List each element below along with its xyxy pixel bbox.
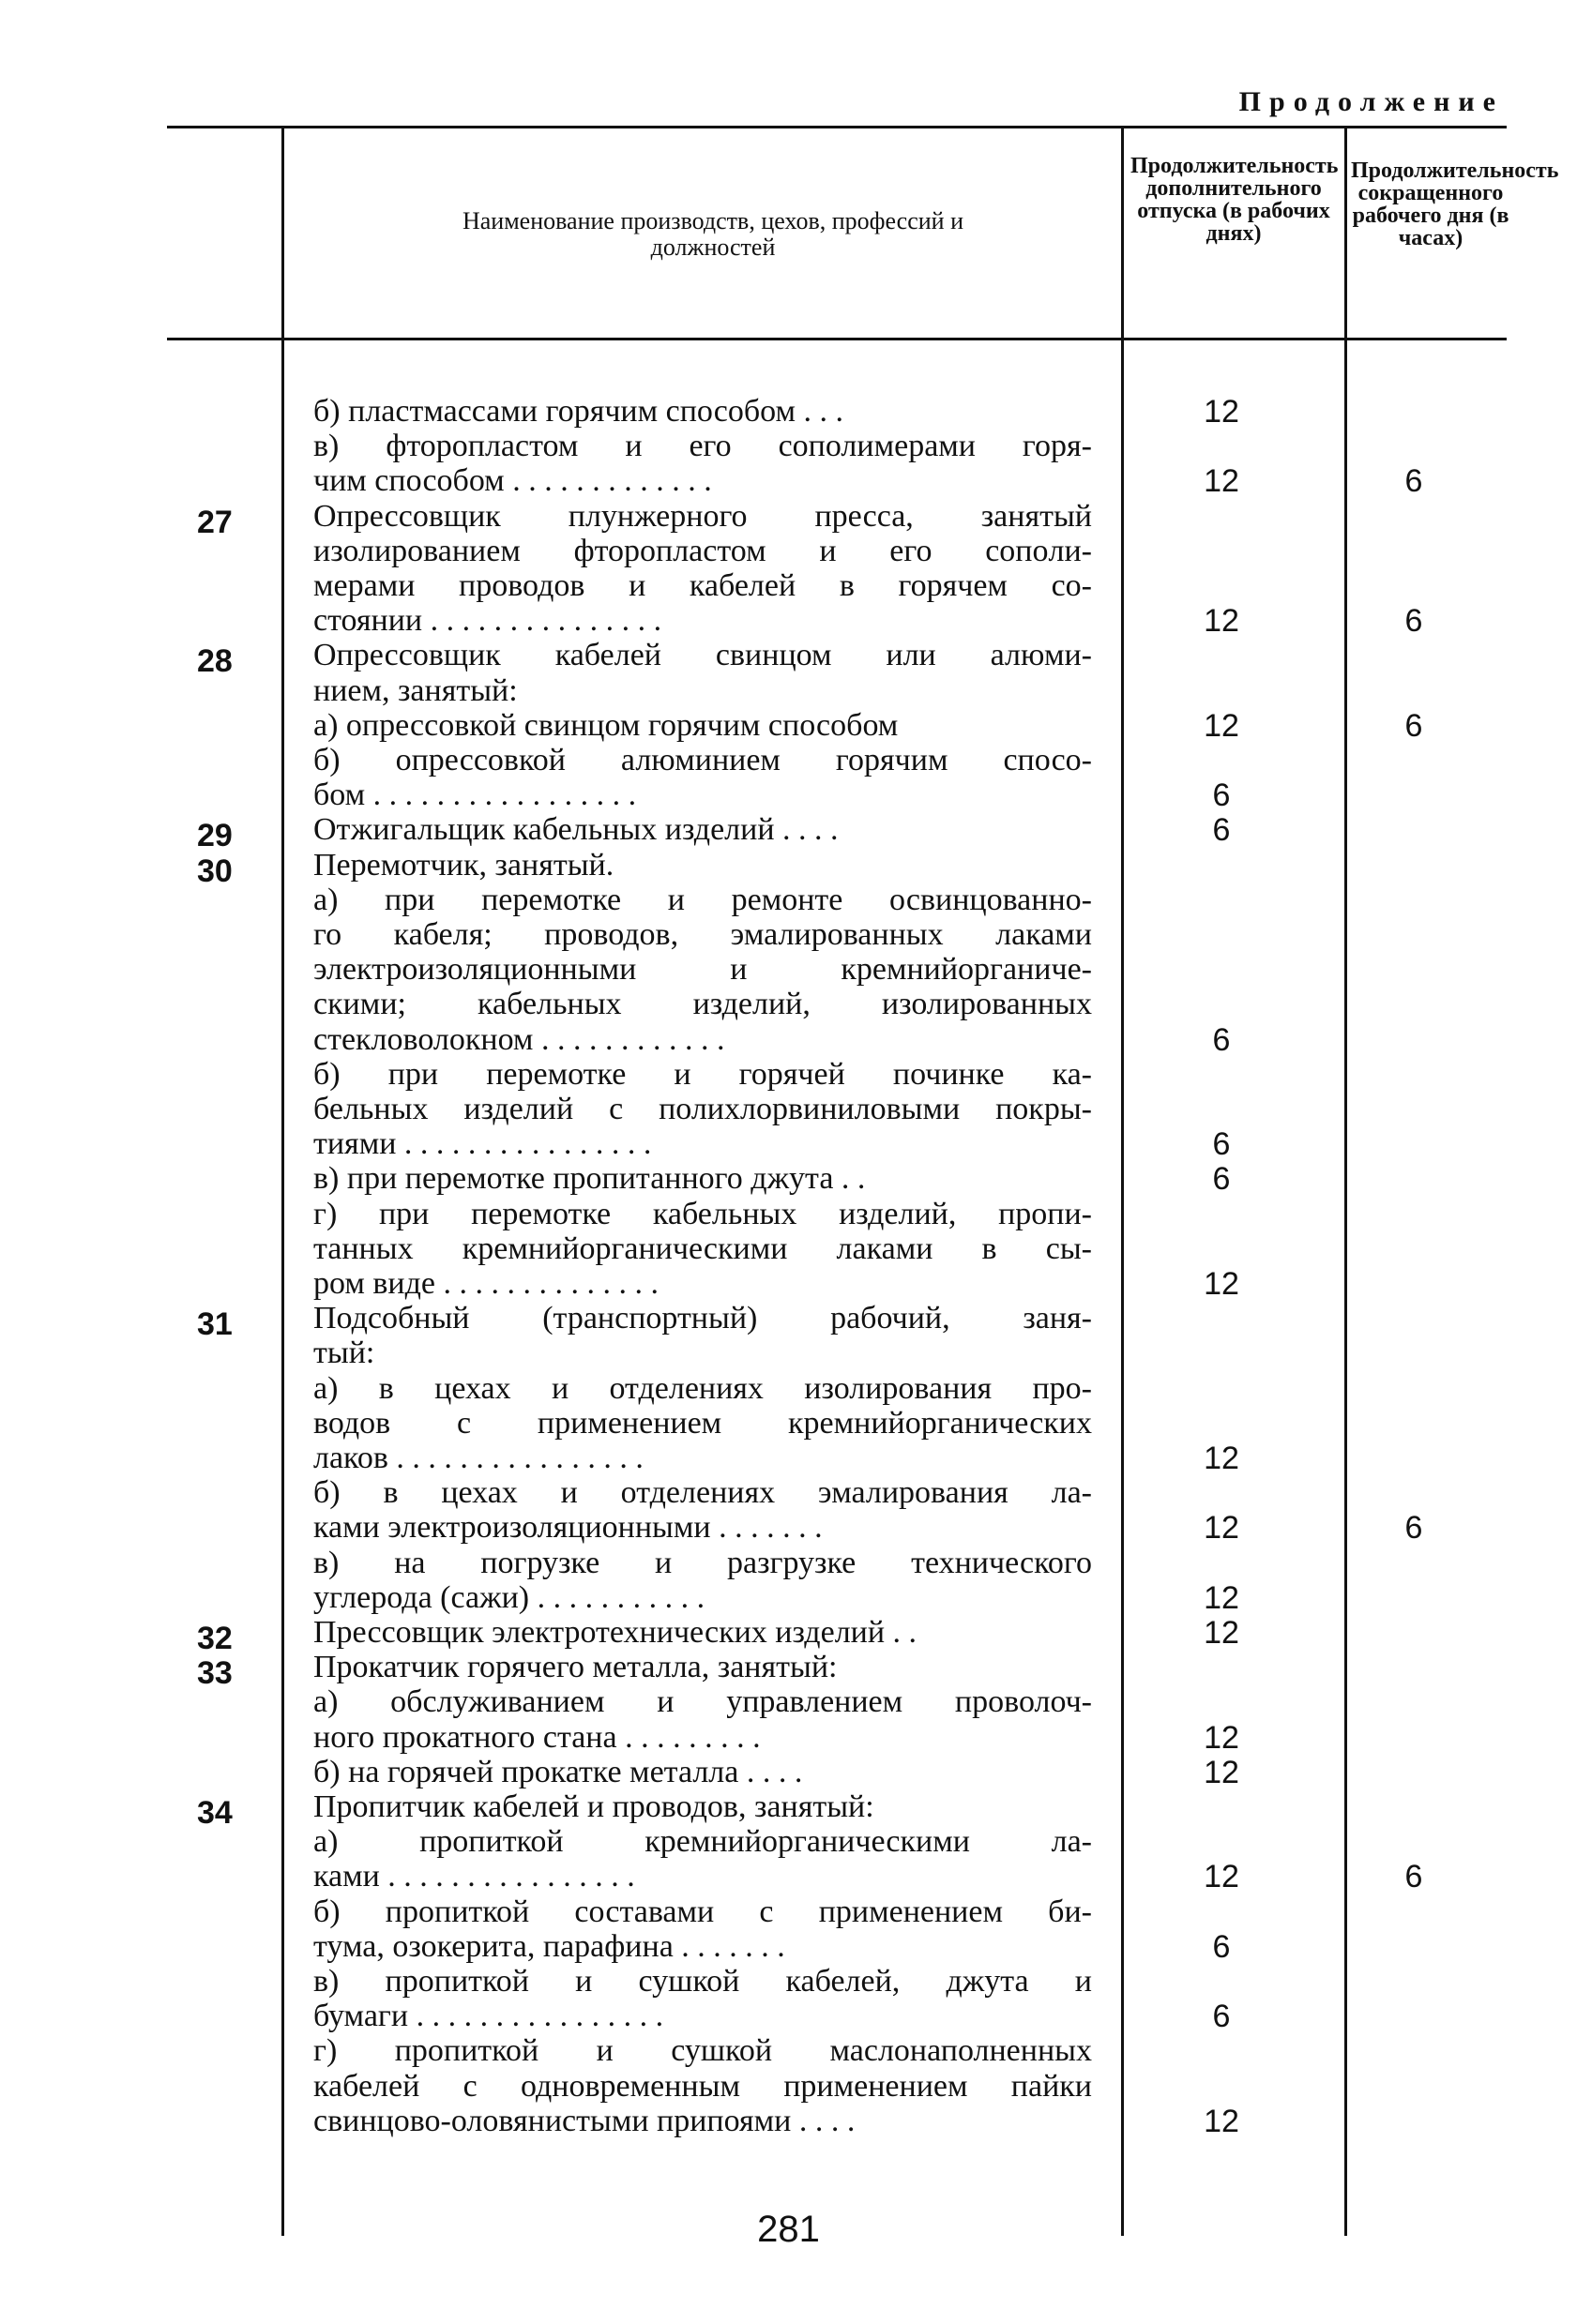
row-text: Подсобный (транспортный) рабочий, заня-: [313, 1301, 1092, 1336]
row-text: ного прокатного стана . . . . . . . . .: [313, 1720, 761, 1755]
vacation-days-value: 12: [1204, 1755, 1239, 1790]
row-text: стекловолокном . . . . . . . . . . . .: [313, 1022, 725, 1057]
row-number: 32: [197, 1621, 233, 1656]
row-text: чим способом . . . . . . . . . . . . .: [313, 463, 712, 498]
row-text: тума, озокерита, парафина . . . . . . .: [313, 1929, 785, 1964]
row-text: го кабеля; проводов, эмалированных лаками: [313, 917, 1092, 952]
row-number: 29: [197, 818, 233, 853]
row-text: нием, занятый:: [313, 673, 518, 708]
row-text: мерами проводов и кабелей в горячем со-: [313, 568, 1092, 603]
row-text: изолированием фторопластом и его сопoли-: [313, 534, 1092, 568]
column-divider-hours: [1344, 126, 1347, 2236]
column-divider-vacation: [1121, 126, 1124, 2236]
row-text: в) фторопластом и его сополимерами горя-: [313, 429, 1092, 463]
row-text: б) на горячей прокатке металла . . . .: [313, 1755, 803, 1789]
vacation-days-value: 12: [1204, 463, 1239, 499]
row-text: г) пропиткой и сушкой маслонаполненных: [313, 2033, 1092, 2068]
row-number: 30: [197, 853, 233, 889]
row-text: лаков . . . . . . . . . . . . . . . .: [313, 1441, 644, 1475]
vacation-days-value: 6: [1212, 812, 1231, 848]
header-hours-column: Продолжительность сокращенного рабочего дня (в часах): [1351, 158, 1559, 250]
continuation-label: Продолжение: [1238, 86, 1504, 117]
row-text: кабелей с одновременным применением пайки: [313, 2069, 1092, 2104]
vacation-days-value: 6: [1212, 1126, 1231, 1162]
row-text: свинцово-оловянистыми припоями . . . .: [313, 2104, 856, 2138]
row-text: г) при перемотке кабельных изделий, пропи-: [313, 1197, 1092, 1231]
row-text: в) на погрузке и разгрузке технического: [313, 1546, 1092, 1580]
reduced-hours-value: 6: [1404, 1510, 1423, 1546]
row-text: тый:: [313, 1336, 375, 1370]
vacation-days-value: 12: [1204, 1580, 1239, 1616]
vacation-days-value: 12: [1204, 1615, 1239, 1651]
vacation-days-value: 12: [1204, 1720, 1239, 1756]
row-text: скими; кабельных изделий, изолированных: [313, 987, 1092, 1021]
row-text: а) в цехах и отделениях изолирования про-: [313, 1371, 1092, 1406]
row-number: 34: [197, 1795, 233, 1831]
row-text: углерода (сажи) . . . . . . . . . . .: [313, 1580, 705, 1615]
page-number: 281: [757, 2209, 820, 2250]
row-text: ками электроизоляционными . . . . . . .: [313, 1510, 823, 1545]
row-number: 31: [197, 1306, 233, 1342]
row-text: б) при перемотке и горячей починке ка-: [313, 1057, 1092, 1092]
row-text: бом . . . . . . . . . . . . . . . . .: [313, 777, 637, 812]
table-top-rule: [167, 126, 1507, 128]
vacation-days-value: 12: [1204, 394, 1239, 430]
reduced-hours-value: 6: [1404, 603, 1423, 639]
row-text: Прокатчик горячего металла, занятый:: [313, 1650, 838, 1684]
row-text: в) при перемотке пропитанного джута . .: [313, 1161, 866, 1196]
row-text: ками . . . . . . . . . . . . . . . .: [313, 1859, 635, 1894]
vacation-days-value: 6: [1212, 1999, 1231, 2034]
vacation-days-value: 12: [1204, 1859, 1239, 1894]
vacation-days-value: 12: [1204, 1510, 1239, 1546]
vacation-days-value: 12: [1204, 1266, 1239, 1302]
header-vacation-column: Продолжительность дополнительного отпуска (в рабочих днях): [1130, 154, 1339, 246]
row-text: Опрессовщик кабелей свинцом или алюми-: [313, 638, 1092, 672]
column-divider-left: [281, 126, 284, 2236]
row-number: 33: [197, 1655, 233, 1691]
row-text: Пропитчик кабелей и проводов, занятый:: [313, 1789, 874, 1824]
row-text: б) в цехах и отделениях эмалирования ла-: [313, 1475, 1092, 1510]
row-number: 27: [197, 505, 233, 540]
row-text: тиями . . . . . . . . . . . . . . . .: [313, 1126, 652, 1161]
row-text: б) пропиткой составами с применением би-: [313, 1894, 1092, 1929]
vacation-days-value: 12: [1204, 603, 1239, 639]
vacation-days-value: 12: [1204, 1441, 1239, 1476]
row-text: б) пластмассами горячим способом . . .: [313, 394, 844, 429]
row-text: а) при перемотке и ремонте освинцованно-: [313, 883, 1092, 917]
row-text: стоянии . . . . . . . . . . . . . . .: [313, 603, 662, 638]
vacation-days-value: 6: [1212, 777, 1231, 813]
row-text: водов с применением кремнийорганических: [313, 1406, 1092, 1441]
row-text: Перемотчик, занятый.: [313, 848, 614, 883]
row-text: танных кремнийорганическими лаками в сы-: [313, 1231, 1092, 1266]
row-text: а) пропиткой кремнийорганическими ла-: [313, 1824, 1092, 1859]
row-text: электроизоляционными и кремнийорганиче-: [313, 952, 1092, 987]
vacation-days-value: 12: [1204, 708, 1239, 744]
header-bottom-rule: [167, 338, 1507, 340]
header-name-column: Наименование производств, цехов, профессий и должностей: [462, 207, 963, 261]
vacation-days-value: 6: [1212, 1161, 1231, 1197]
row-text: б) опрессовкой алюминием горячим спосо-: [313, 743, 1092, 777]
row-text: в) пропиткой и сушкой кабелей, джута и: [313, 1964, 1092, 1999]
row-text: Опрессовщик плунжерного пресса, занятый: [313, 499, 1092, 534]
row-text: Прессовщик электротехнических изделий . .: [313, 1615, 917, 1650]
reduced-hours-value: 6: [1404, 463, 1423, 499]
row-text: бумаги . . . . . . . . . . . . . . . .: [313, 1999, 664, 2033]
reduced-hours-value: 6: [1404, 1859, 1423, 1894]
row-text: а) опрессовкой свинцом горячим способом: [313, 708, 899, 743]
row-text: бельных изделий с полихлорвиниловыми покры-: [313, 1092, 1092, 1126]
vacation-days-value: 12: [1204, 2104, 1239, 2139]
vacation-days-value: 6: [1212, 1929, 1231, 1965]
row-number: 28: [197, 643, 233, 679]
reduced-hours-value: 6: [1404, 708, 1423, 744]
vacation-days-value: 6: [1212, 1022, 1231, 1058]
row-text: а) обслуживанием и управлением проволоч-: [313, 1684, 1092, 1719]
row-text: ром виде . . . . . . . . . . . . . .: [313, 1266, 660, 1301]
row-text: Отжигальщик кабельных изделий . . . .: [313, 812, 839, 847]
